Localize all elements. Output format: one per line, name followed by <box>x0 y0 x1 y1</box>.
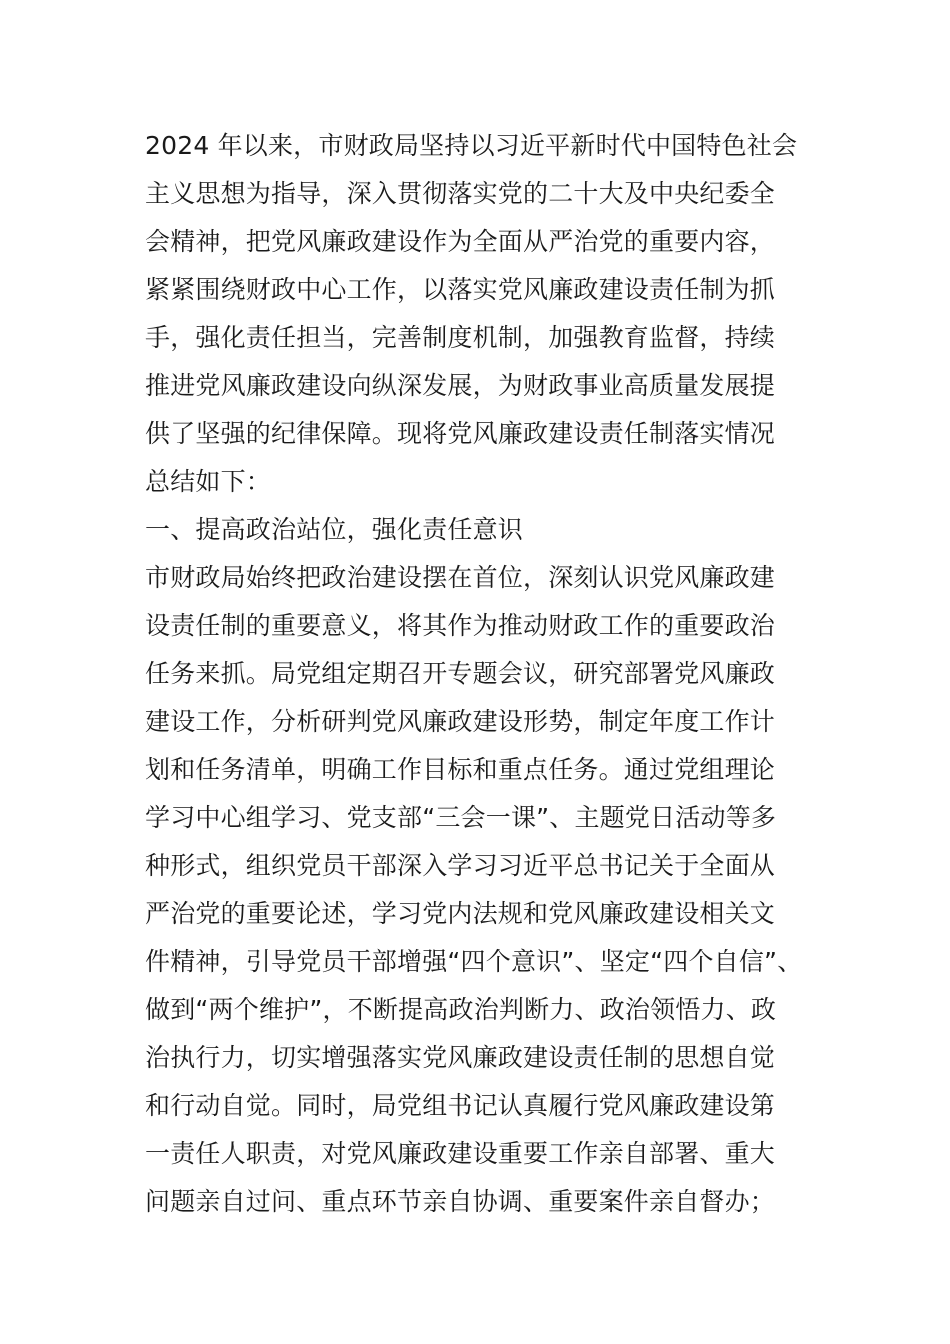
section-line: 设责任制的重要意义，将其作为推动财政工作的重要政治 <box>145 611 776 640</box>
intro-line: 2024 年以来，市财政局坚持以习近平新时代中国特色社会 <box>145 131 798 160</box>
section-line: 问题亲自过问、重点环节亲自协调、重要案件亲自督办； <box>145 1187 776 1216</box>
intro-line: 主义思想为指导，深入贯彻落实党的二十大及中央纪委全 <box>145 179 776 208</box>
intro-line: 会精神，把党风廉政建设作为全面从严治党的重要内容， <box>145 227 776 256</box>
section-line: 划和任务清单，明确工作目标和重点任务。通过党组理论 <box>145 755 776 784</box>
section-line: 学习中心组学习、党支部“三会一课”、主题党日活动等多 <box>145 803 777 832</box>
section-line: 市财政局始终把政治建设摆在首位，深刻认识党风廉政建 <box>145 563 776 592</box>
intro-line: 供了坚强的纪律保障。现将党风廉政建设责任制落实情况 <box>145 419 776 448</box>
section-line: 种形式，组织党员干部深入学习习近平总书记关于全面从 <box>145 851 776 880</box>
section-line: 件精神，引导党员干部增强“四个意识”、坚定“四个自信”、 <box>145 947 803 976</box>
section-line: 严治党的重要论述，学习党内法规和党风廉政建设相关文 <box>145 899 776 928</box>
section-line: 和行动自觉。同时，局党组书记认真履行党风廉政建设第 <box>145 1091 776 1120</box>
section-heading: 一、提高政治站位，强化责任意识 <box>145 515 524 544</box>
document-page <box>145 122 825 1226</box>
section-line: 一责任人职责，对党风廉政建设重要工作亲自部署、重大 <box>145 1139 776 1168</box>
intro-line: 推进党风廉政建设向纵深发展，为财政事业高质量发展提 <box>145 371 776 400</box>
section-line: 治执行力，切实增强落实党风廉政建设责任制的思想自觉 <box>145 1043 776 1072</box>
intro-line: 紧紧围绕财政中心工作，以落实党风廉政建设责任制为抓 <box>145 275 776 304</box>
section-line: 建设工作，分析研判党风廉政建设形势，制定年度工作计 <box>145 707 776 736</box>
section-line: 任务来抓。局党组定期召开专题会议，研究部署党风廉政 <box>145 659 776 688</box>
intro-line: 手，强化责任担当，完善制度机制，加强教育监督，持续 <box>145 323 776 352</box>
intro-line: 总结如下： <box>145 467 272 496</box>
section-line: 做到“两个维护”，不断提高政治判断力、政治领悟力、政 <box>145 995 777 1024</box>
